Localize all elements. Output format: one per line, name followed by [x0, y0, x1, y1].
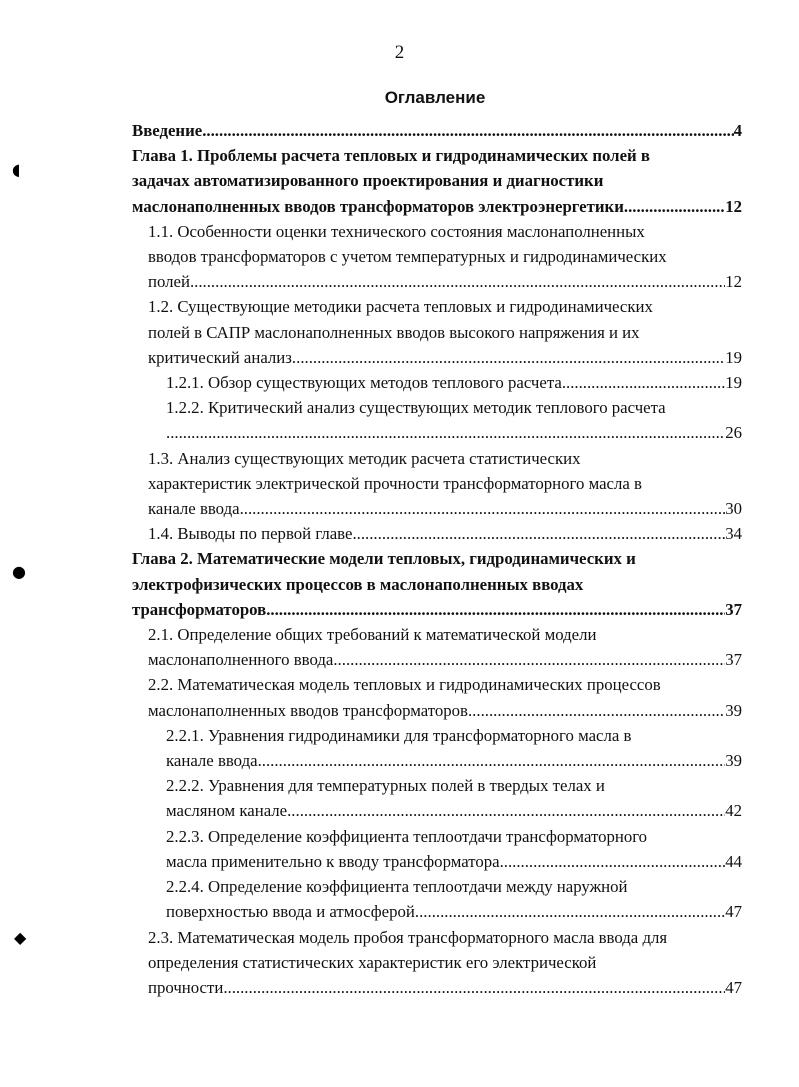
toc-page-number: 47: [725, 902, 742, 922]
toc-entry-last-line: [132, 194, 742, 219]
toc-entry-last-line: [166, 370, 742, 395]
toc-subsection-entry: [132, 773, 742, 823]
toc-entry-last-line: [166, 849, 742, 874]
toc-entry-line: 2.2.4. Определение коэффициента теплоотдачи между наружной: [166, 877, 628, 897]
toc-entry-text: маслонаполненного ввода: [148, 650, 334, 670]
toc-page-number: 37: [725, 599, 742, 619]
page-number: 2: [394, 42, 405, 63]
dot-leader: [500, 849, 726, 874]
toc-entry-last-line: [132, 597, 742, 622]
toc-page-number: 47: [725, 977, 742, 997]
toc-section-entry: [132, 925, 742, 1001]
toc-entry-text: Введение: [132, 121, 203, 140]
toc-entry-line: 1.3. Анализ существующих методик расчета статистических: [148, 448, 581, 468]
toc-entry-last-line: [148, 269, 742, 294]
dot-leader: [190, 269, 725, 294]
toc-entry-last-line: [148, 698, 742, 723]
toc-page-number: 19: [725, 347, 742, 367]
toc-page-number: 12: [725, 196, 742, 216]
toc-entry-line: определения статистических характеристик его электрической: [148, 952, 597, 972]
toc-page-number: 39: [725, 700, 742, 720]
toc-entry-last-line: [148, 496, 742, 521]
toc-entry-text: полей: [148, 272, 190, 292]
toc-entry-line: Глава 1. Проблемы расчета тепловых и гидродинамических полей в: [132, 146, 650, 166]
toc-section-entry: [132, 294, 742, 370]
toc-entry-text: 1.4. Выводы по первой главе: [148, 524, 353, 544]
toc-entry-last-line: [148, 521, 742, 546]
toc-entry-text: масляном канале: [166, 801, 288, 821]
toc-entry-line: 2.2. Математическая модель тепловых и гидродинамических процессов: [148, 675, 661, 695]
dot-leader: [628, 194, 725, 219]
toc-entry-text: трансформаторов: [132, 599, 267, 619]
toc-chapter-entry: [132, 118, 742, 143]
toc-subsection-entry: [132, 723, 742, 773]
dot-leader: [562, 370, 725, 395]
dot-leader: [223, 975, 725, 1000]
toc-page-number: 37: [725, 650, 742, 670]
toc-page-number: 34: [725, 524, 742, 544]
toc-entry-line: 1.1. Особенности оценки технического состояния маслонаполненных: [148, 221, 645, 241]
toc-page-number: 30: [725, 499, 742, 519]
toc-entry-line: 2.2.1. Уравнения гидродинамики для трансформаторного масла в: [166, 725, 632, 745]
dot-leader: [166, 420, 725, 445]
toc-entry-line: 2.1. Определение общих требований к математической модели: [148, 625, 597, 645]
toc-entry-line: 2.3. Математическая модель пробоя трансформаторного масла ввода для: [148, 927, 668, 947]
toc-entry-line: задачах автоматизированного проектирования и диагностики: [132, 171, 604, 191]
toc-section-entry: [132, 521, 742, 546]
dot-leader: [258, 748, 726, 773]
toc-entry-line: 2.2.3. Определение коэффициента теплоотдачи трансформаторного: [166, 826, 648, 846]
toc-page-number: 26: [725, 423, 742, 443]
toc-entry-last-line: [148, 647, 742, 672]
dot-leader: [202, 118, 733, 143]
toc-entry-last-line: [166, 748, 742, 773]
toc-entry-line: электрофизических процессов в маслонаполненных вводах: [132, 574, 584, 594]
binding-hole-mark-icon: ◖: [12, 160, 21, 179]
toc-page-number: 19: [725, 373, 742, 393]
toc-page-number: 12: [725, 272, 742, 292]
toc-entry-text: маслонаполненных вводов трансформаторов электроэнергетики.: [132, 196, 629, 216]
toc-entry-text: критический анализ: [148, 347, 292, 367]
toc-entry-last-line: [148, 975, 742, 1000]
toc-section-entry: [132, 672, 742, 722]
dot-leader: [266, 597, 725, 622]
dot-leader: [415, 899, 725, 924]
toc-subsection-entry: [132, 874, 742, 924]
toc-entry-line: Глава 2. Математические модели тепловых, гидродинамических и: [132, 549, 636, 569]
binding-hole-mark-icon: ◆: [14, 928, 27, 947]
toc-chapter-entry: [132, 546, 742, 622]
toc-page-number: 4: [733, 121, 742, 140]
dot-leader: [292, 345, 725, 370]
table-of-contents: [132, 118, 742, 1000]
toc-entry-text: масла применительно к вводу трансформатора: [166, 851, 500, 871]
toc-subsection-entry: [132, 370, 742, 395]
toc-entry-last-line: [166, 798, 742, 823]
toc-entry-line: характеристик электрической прочности трансформаторного масла в: [148, 473, 642, 493]
binding-hole-mark-icon: ●: [12, 562, 26, 581]
toc-entry-last-line: [132, 118, 742, 143]
toc-entry-last-line: [148, 345, 742, 370]
toc-entry-text: прочности: [148, 977, 224, 997]
toc-title: Оглавление: [384, 88, 486, 107]
dot-leader: [468, 698, 725, 723]
dot-leader: [240, 496, 726, 521]
toc-entry-line: полей в САПР маслонаполненных вводов высокого напряжения и их: [148, 322, 640, 342]
toc-entry-line: вводов трансформаторов с учетом температурных и гидродинамических: [148, 247, 667, 267]
toc-subsection-entry: [132, 395, 742, 445]
toc-entry-line: 1.2. Существующие методики расчета тепловых и гидродинамических: [148, 297, 653, 317]
toc-section-entry: [132, 446, 742, 522]
toc-entry-line: 2.2.2. Уравнения для температурных полей в твердых телах и: [166, 776, 605, 796]
toc-entry-text: маслонаполненных вводов трансформаторов: [148, 700, 468, 720]
toc-chapter-entry: [132, 143, 742, 219]
toc-entry-text: канале ввода: [166, 751, 258, 771]
toc-entry-text: канале ввода: [148, 499, 240, 519]
toc-entry-line: 1.2.2. Критический анализ существующих методик теплового расчета: [166, 398, 666, 418]
dot-leader: [352, 521, 725, 546]
toc-entry-last-line: [166, 420, 742, 445]
toc-entry-last-line: [166, 899, 742, 924]
dot-leader: [333, 647, 725, 672]
toc-page-number: 39: [725, 751, 742, 771]
toc-page-number: 42: [725, 801, 742, 821]
toc-subsection-entry: [132, 824, 742, 874]
toc-page-number: 44: [725, 851, 742, 871]
dot-leader: [287, 798, 725, 823]
toc-entry-text: поверхностью ввода и атмосферой: [166, 902, 415, 922]
toc-section-entry: [132, 219, 742, 295]
toc-entry-text: 1.2.1. Обзор существующих методов теплового расчета: [166, 373, 562, 393]
toc-section-entry: [132, 622, 742, 672]
